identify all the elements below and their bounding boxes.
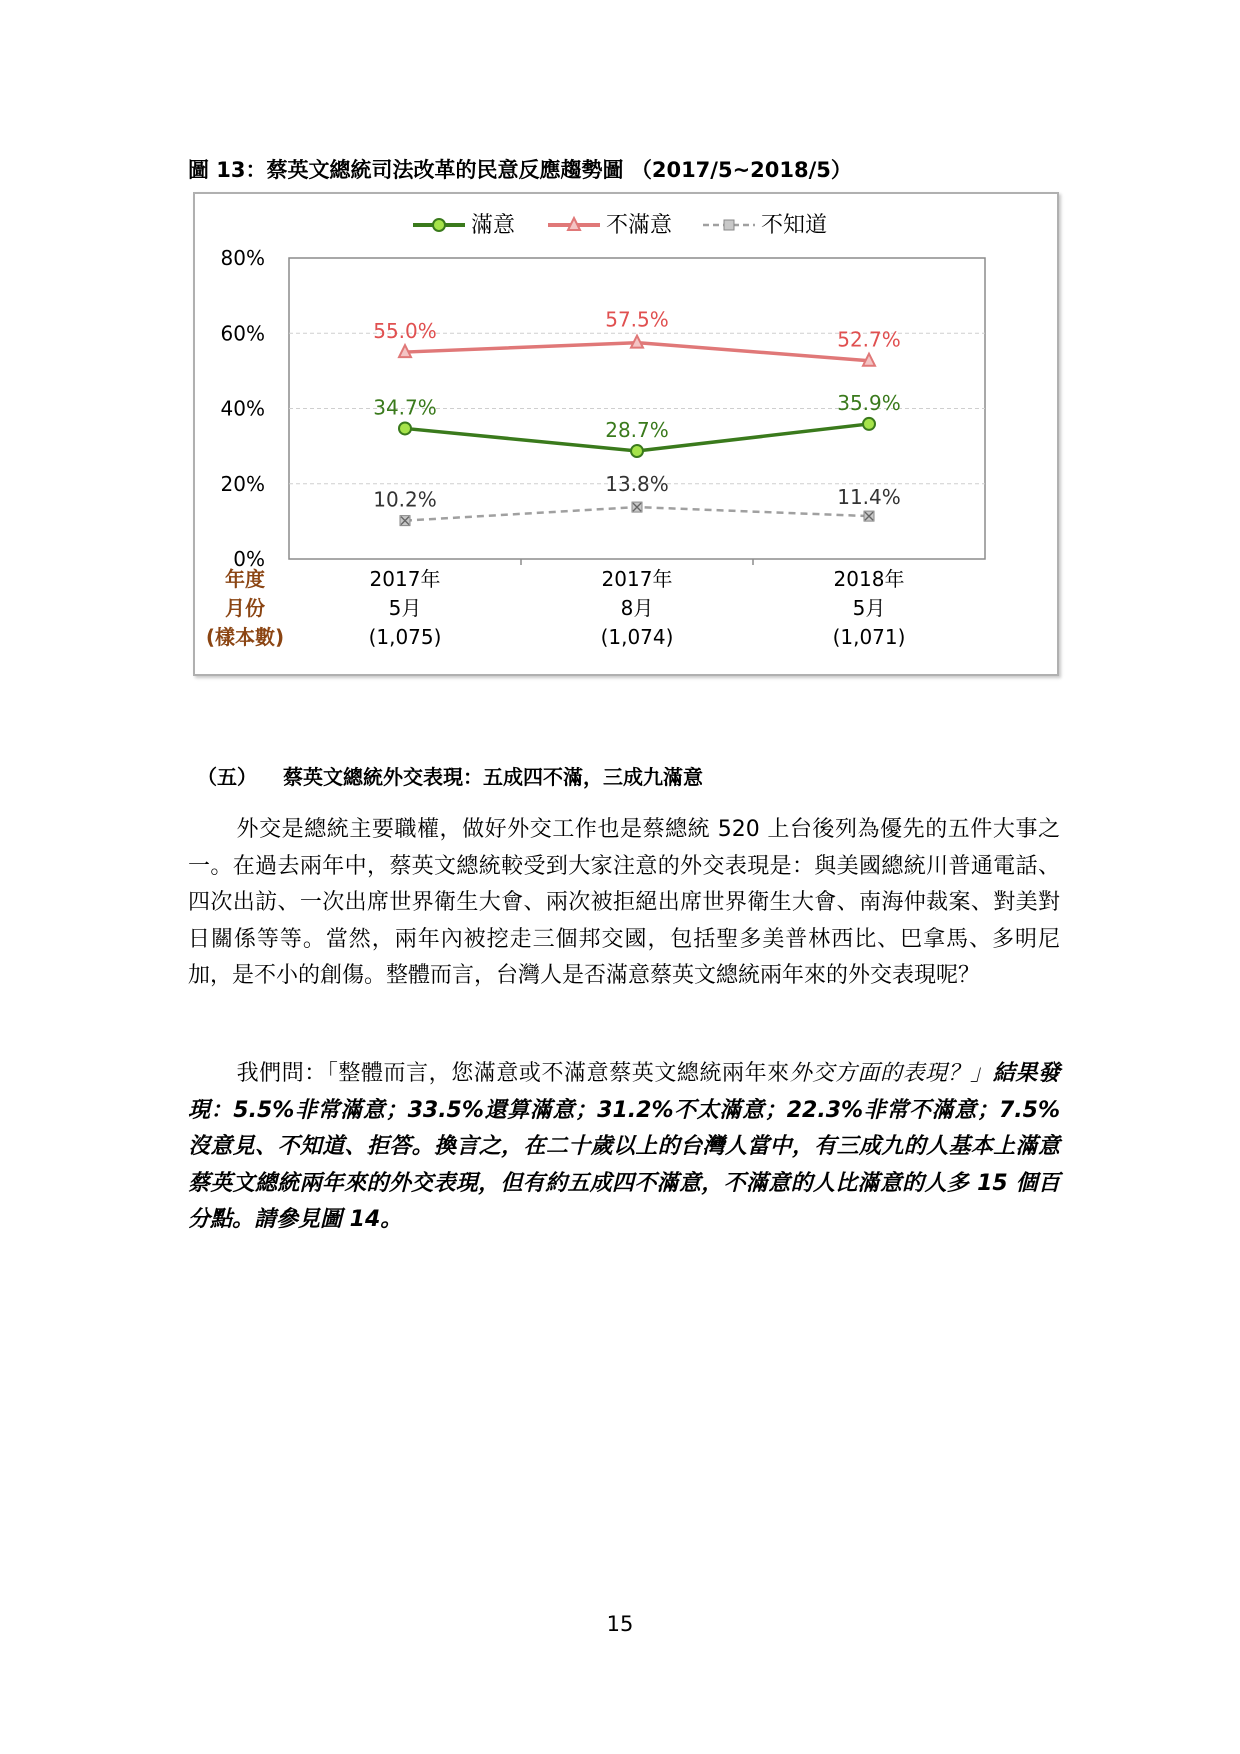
data-point (399, 422, 411, 434)
legend-entry-label: 滿意 (471, 213, 516, 238)
section-title: 蔡英文總統外交表現：五成四不滿，三成九滿意 (283, 765, 703, 789)
y-tick-label: 80% (220, 246, 265, 270)
trend-line-chart (195, 194, 1057, 674)
data-label: 35.9% (837, 390, 901, 415)
paragraph-2-lead: 我們問：「整體而言，您滿意或不滿意蔡英文總統兩年來 (236, 1061, 790, 1086)
category-sample-label: (1,071) (832, 625, 906, 649)
data-label: 52.7% (837, 327, 901, 352)
category-month-label: 8月 (620, 596, 654, 620)
page-number: 15 (606, 1612, 634, 1636)
y-tick-label: 60% (220, 321, 265, 346)
data-label: 13.8% (605, 472, 669, 497)
paragraph-1-text: 外交是總統主要職權，做好外交工作也是蔡總統 520 上台後列為優先的五件大事之一。在過去兩年中，蔡英文總統較受到大家注意的外交表現是：與美國總統川普通電話、四次出訪、一次出席世界衛生大會、兩次被拒絕出席世界衛生大會、南海仲裁案、對美對日關係等等。當然，兩年內被挖走三個邦交國，包括聖多美普林西比、巴拿馬、多明尼加，是不小的創傷。整體而言，台灣人是否滿意蔡英文總統兩年來的外交表現呢？ (188, 817, 1060, 988)
section-number: （五） (197, 765, 257, 789)
row-header: (樣本數) (205, 625, 285, 649)
data-label: 10.2% (373, 487, 437, 512)
category-year-label: 2017年 (601, 567, 673, 591)
data-label: 57.5% (605, 307, 669, 332)
data-label: 28.7% (605, 418, 669, 443)
paragraph-2-result: 結果發現：5.5%非常滿意；33.5%還算滿意；31.2%不太滿意；22.3%非常不滿意；7.5%沒意見、不知道、拒答。換言之，在二十歲以上的台灣人當中，有三成九的人基本上滿意蔡英文總統兩年來的外交表現，但有約五成四不滿意，不滿意的人比滿意的人多 15 個百分點。請參見圖 14。 (188, 1061, 1060, 1232)
data-point (631, 445, 643, 457)
chart-frame (193, 192, 1059, 676)
data-label: 34.7% (373, 395, 437, 420)
y-tick-label: 40% (220, 396, 265, 421)
legend-entry-label: 不知道 (761, 213, 828, 238)
section-heading (197, 761, 703, 790)
row-header: 月份 (225, 596, 265, 620)
figure-title: 圖 13：蔡英文總統司法改革的民意反應趨勢圖 （2017/5~2018/5） (188, 158, 852, 182)
row-header: 年度 (225, 567, 265, 591)
legend-entry-label: 不滿意 (606, 213, 673, 238)
category-sample-label: (1,074) (600, 625, 674, 649)
y-tick-label: 20% (220, 471, 265, 496)
legend-marker (433, 219, 445, 231)
y-tick-label: 0% (233, 547, 265, 571)
paragraph-1 (188, 812, 1060, 995)
paragraph-2 (188, 1056, 1060, 1239)
data-label: 55.0% (373, 319, 437, 344)
category-year-label: 2017年 (369, 567, 441, 591)
data-label: 11.4% (837, 485, 901, 510)
category-sample-label: (1,075) (368, 625, 442, 649)
category-year-label: 2018年 (833, 567, 905, 591)
data-point (863, 418, 875, 430)
paragraph-2-question-tail: 外交方面的表現？」 (789, 1061, 993, 1086)
category-month-label: 5月 (388, 596, 422, 620)
category-month-label: 5月 (852, 596, 886, 620)
legend-marker (724, 220, 734, 230)
